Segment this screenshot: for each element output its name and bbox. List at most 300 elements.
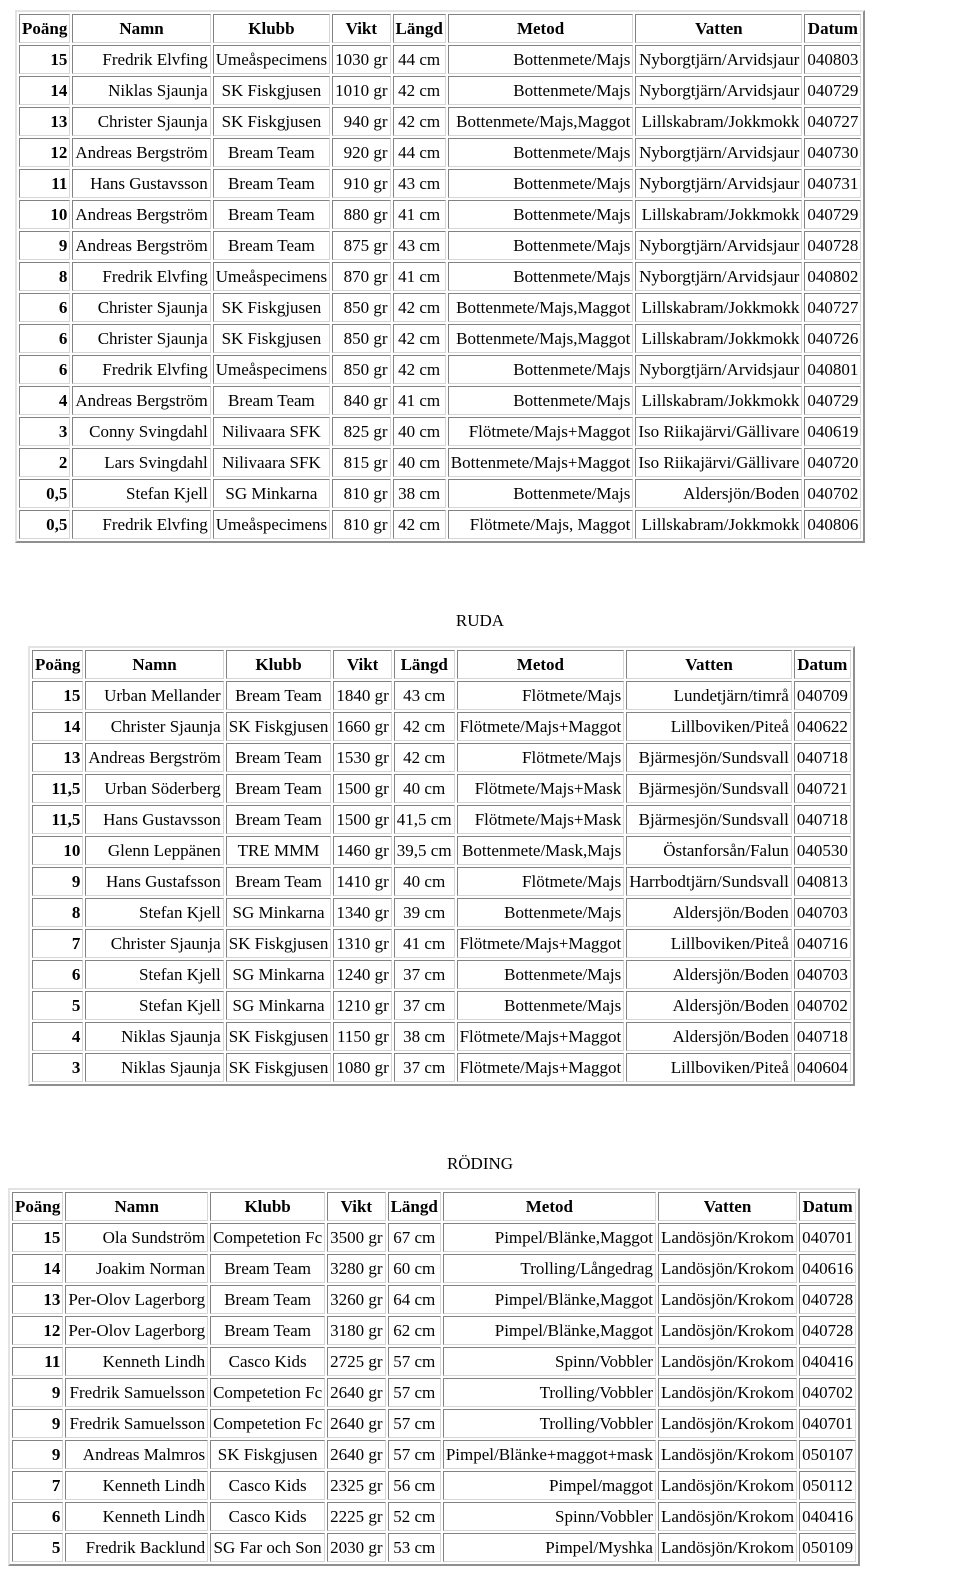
cell-club: Umeåspecimens [213,262,330,291]
cell-length: 42 cm [393,107,446,136]
col-header-points: Poäng [12,1192,63,1221]
results-table-ruda-wrap [28,646,855,1086]
cell-weight: 910 gr [332,169,390,198]
cell-name: Hans Gustafsson [85,867,223,896]
cell-length: 38 cm [393,479,446,508]
cell-water: Lillboviken/Piteå [626,712,792,741]
table-row [32,743,851,772]
cell-length: 53 cm [388,1533,441,1562]
cell-length: 56 cm [388,1471,441,1500]
cell-water: Aldersjön/Boden [635,479,802,508]
cell-water: Lillskabram/Jokkmokk [635,200,802,229]
cell-points: 4 [32,1022,83,1051]
cell-length: 40 cm [393,448,446,477]
col-header-club: Klubb [210,1192,325,1221]
cell-water: Landösjön/Krokom [658,1254,797,1283]
cell-water: Nyborgtjärn/Arvidsjaur [635,138,802,167]
cell-club: Bream Team [210,1285,325,1314]
cell-date: 040813 [794,867,851,896]
cell-weight: 1080 gr [333,1053,391,1082]
cell-weight: 850 gr [332,324,390,353]
cell-water: Aldersjön/Boden [626,898,792,927]
cell-club: SK Fiskgjusen [213,324,330,353]
cell-date: 040622 [794,712,851,741]
cell-weight: 2640 gr [327,1409,385,1438]
cell-length: 37 cm [394,960,455,989]
cell-points: 3 [32,1053,83,1082]
cell-method: Bottenmete/Majs [448,231,634,260]
cell-club: Competetion Fc [210,1223,325,1252]
cell-name: Niklas Sjaunja [85,1053,223,1082]
cell-length: 44 cm [393,45,446,74]
cell-length: 40 cm [394,774,455,803]
cell-length: 60 cm [388,1254,441,1283]
cell-date: 040619 [804,417,861,446]
cell-club: Umeåspecimens [213,355,330,384]
cell-points: 9 [12,1440,63,1469]
cell-weight: 850 gr [332,355,390,384]
results-table-ruda [28,646,855,1086]
cell-name: Fredrik Samuelsson [65,1409,208,1438]
cell-water: Landösjön/Krokom [658,1316,797,1345]
cell-name: Conny Svingdahl [72,417,210,446]
cell-points: 6 [19,293,70,322]
cell-length: 40 cm [394,867,455,896]
cell-water: Landösjön/Krokom [658,1223,797,1252]
cell-weight: 3260 gr [327,1285,385,1314]
cell-club: Nilivaara SFK [213,417,330,446]
cell-club: Bream Team [213,138,330,167]
cell-date: 050109 [799,1533,856,1562]
cell-name: Kenneth Lindh [65,1347,208,1376]
col-header-length: Längd [388,1192,441,1221]
cell-club: Bream Team [226,774,332,803]
cell-length: 43 cm [393,169,446,198]
cell-name: Fredrik Backlund [65,1533,208,1562]
table-row [12,1223,856,1252]
cell-name: Niklas Sjaunja [85,1022,223,1051]
cell-water: Landösjön/Krokom [658,1502,797,1531]
cell-points: 0,5 [19,479,70,508]
cell-method: Bottenmete/Majs [448,169,634,198]
cell-points: 0,5 [19,510,70,539]
col-header-method: Metod [448,14,634,43]
cell-water: Aldersjön/Boden [626,1022,792,1051]
col-header-club: Klubb [226,650,332,679]
cell-water: Lillskabram/Jokkmokk [635,510,802,539]
cell-water: Landösjön/Krokom [658,1471,797,1500]
cell-name: Andreas Bergström [72,138,210,167]
cell-club: SK Fiskgjusen [226,1053,332,1082]
cell-method: Trolling/Vobbler [443,1378,656,1407]
cell-date: 040703 [794,898,851,927]
cell-method: Pimpel/Myshka [443,1533,656,1562]
cell-method: Bottenmete/Majs [448,138,634,167]
cell-date: 040728 [804,231,861,260]
table-row [19,355,861,384]
cell-name: Stefan Kjell [85,898,223,927]
table-row [32,681,851,710]
cell-date: 040604 [794,1053,851,1082]
col-header-method: Metod [443,1192,656,1221]
cell-points: 11 [19,169,70,198]
cell-method: Pimpel/Blänke+maggot+mask [443,1440,656,1469]
cell-water: Bjärmesjön/Sundsvall [626,743,792,772]
cell-club: Bream Team [213,169,330,198]
cell-points: 8 [19,262,70,291]
table-row [12,1285,856,1314]
cell-water: Landösjön/Krokom [658,1378,797,1407]
cell-date: 040729 [804,76,861,105]
col-header-name: Namn [85,650,223,679]
col-header-water: Vatten [635,14,802,43]
cell-name: Glenn Leppänen [85,836,223,865]
cell-method: Flötmete/Majs+Mask [457,774,625,803]
cell-water: Aldersjön/Boden [626,960,792,989]
cell-method: Trolling/Långedrag [443,1254,656,1283]
cell-points: 10 [19,200,70,229]
header-row [12,1192,856,1221]
cell-method: Flötmete/Majs+Maggot [457,929,625,958]
table-row [12,1440,856,1469]
cell-club: Bream Team [226,867,332,896]
table-row [12,1254,856,1283]
table-row [19,45,861,74]
cell-weight: 2225 gr [327,1502,385,1531]
cell-points: 14 [32,712,83,741]
cell-weight: 920 gr [332,138,390,167]
cell-weight: 1500 gr [333,774,391,803]
cell-weight: 815 gr [332,448,390,477]
cell-points: 9 [19,231,70,260]
cell-method: Pimpel/Blänke,Maggot [443,1316,656,1345]
cell-club: SG Minkarna [226,898,332,927]
cell-date: 040727 [804,293,861,322]
cell-club: SK Fiskgjusen [210,1440,325,1469]
cell-date: 040718 [794,805,851,834]
cell-length: 41,5 cm [394,805,455,834]
cell-method: Flötmete/Majs+Maggot [457,1022,625,1051]
table-row [12,1316,856,1345]
cell-date: 040729 [804,386,861,415]
cell-method: Flötmete/Majs+Maggot [457,712,625,741]
col-header-method: Metod [457,650,625,679]
cell-date: 040802 [804,262,861,291]
cell-weight: 1460 gr [333,836,391,865]
cell-date: 040702 [804,479,861,508]
cell-points: 11 [12,1347,63,1376]
cell-club: Casco Kids [210,1502,325,1531]
cell-name: Christer Sjaunja [85,929,223,958]
cell-club: Competetion Fc [210,1378,325,1407]
cell-method: Bottenmete/Majs [457,898,625,927]
cell-club: Umeåspecimens [213,45,330,74]
cell-weight: 2640 gr [327,1440,385,1469]
table-row [12,1347,856,1376]
cell-weight: 875 gr [332,231,390,260]
cell-weight: 1240 gr [333,960,391,989]
cell-date: 040721 [794,774,851,803]
cell-date: 040730 [804,138,861,167]
table-row [32,774,851,803]
cell-method: Bottenmete/Majs [448,45,634,74]
cell-name: Ola Sundström [65,1223,208,1252]
col-header-club: Klubb [213,14,330,43]
cell-points: 9 [12,1409,63,1438]
cell-water: Lillskabram/Jokkmokk [635,386,802,415]
cell-water: Iso Riikajärvi/Gällivare [635,417,802,446]
cell-date: 050112 [799,1471,856,1500]
cell-length: 52 cm [388,1502,441,1531]
cell-club: SK Fiskgjusen [213,107,330,136]
cell-club: Bream Team [213,386,330,415]
cell-method: Bottenmete/Majs,Maggot [448,324,634,353]
cell-name: Hans Gustavsson [85,805,223,834]
cell-points: 13 [32,743,83,772]
cell-weight: 940 gr [332,107,390,136]
cell-club: Bream Team [226,805,332,834]
cell-name: Fredrik Elvfing [72,355,210,384]
cell-points: 6 [32,960,83,989]
cell-points: 15 [12,1223,63,1252]
table-row [19,417,861,446]
cell-name: Stefan Kjell [85,991,223,1020]
cell-name: Stefan Kjell [72,479,210,508]
cell-date: 040729 [804,200,861,229]
cell-club: SK Fiskgjusen [226,929,332,958]
cell-method: Pimpel/Blänke,Maggot [443,1223,656,1252]
cell-date: 040718 [794,1022,851,1051]
cell-club: SG Minkarna [226,991,332,1020]
table-row [32,712,851,741]
cell-date: 040720 [804,448,861,477]
cell-weight: 1500 gr [333,805,391,834]
cell-weight: 1310 gr [333,929,391,958]
cell-points: 2 [19,448,70,477]
cell-water: Lillboviken/Piteå [626,929,792,958]
cell-method: Spinn/Vobbler [443,1347,656,1376]
cell-date: 040701 [799,1223,856,1252]
cell-name: Kenneth Lindh [65,1502,208,1531]
cell-name: Urban Mellander [85,681,223,710]
col-header-weight: Vikt [333,650,391,679]
cell-date: 040703 [794,960,851,989]
table-row [32,898,851,927]
cell-weight: 1010 gr [332,76,390,105]
table-row [19,293,861,322]
cell-points: 12 [19,138,70,167]
cell-weight: 840 gr [332,386,390,415]
col-header-name: Namn [72,14,210,43]
cell-length: 38 cm [394,1022,455,1051]
table-row [19,200,861,229]
col-header-length: Längd [393,14,446,43]
cell-method: Bottenmete/Majs [448,262,634,291]
cell-water: Lillskabram/Jokkmokk [635,107,802,136]
cell-water: Nyborgtjärn/Arvidsjaur [635,231,802,260]
cell-method: Bottenmete/Majs+Maggot [448,448,634,477]
cell-name: Andreas Bergström [72,386,210,415]
cell-club: Bream Team [210,1316,325,1345]
cell-weight: 1660 gr [333,712,391,741]
cell-name: Fredrik Elvfing [72,510,210,539]
cell-name: Andreas Bergström [72,200,210,229]
table-row [12,1378,856,1407]
cell-name: Christer Sjaunja [72,107,210,136]
cell-method: Trolling/Vobbler [443,1409,656,1438]
cell-date: 040701 [799,1409,856,1438]
cell-points: 12 [12,1316,63,1345]
cell-method: Flötmete/Majs [457,743,625,772]
cell-weight: 1340 gr [333,898,391,927]
cell-date: 040616 [799,1254,856,1283]
col-header-water: Vatten [658,1192,797,1221]
col-header-points: Poäng [19,14,70,43]
cell-water: Nyborgtjärn/Arvidsjaur [635,262,802,291]
section-title-roding: RÖDING [446,1154,514,1173]
cell-date: 040702 [799,1378,856,1407]
table-row [12,1502,856,1531]
cell-weight: 880 gr [332,200,390,229]
cell-club: Nilivaara SFK [213,448,330,477]
cell-date: 040731 [804,169,861,198]
cell-club: TRE MMM [226,836,332,865]
cell-water: Lundetjärn/timrå [626,681,792,710]
cell-length: 42 cm [394,712,455,741]
col-header-date: Datum [804,14,861,43]
cell-method: Pimpel/maggot [443,1471,656,1500]
cell-method: Bottenmete/Majs,Maggot [448,293,634,322]
cell-club: Bream Team [213,231,330,260]
cell-water: Nyborgtjärn/Arvidsjaur [635,76,802,105]
results-table-1 [15,10,865,543]
cell-weight: 1530 gr [333,743,391,772]
cell-method: Flötmete/Majs, Maggot [448,510,634,539]
cell-weight: 3500 gr [327,1223,385,1252]
cell-date: 040716 [794,929,851,958]
cell-weight: 1840 gr [333,681,391,710]
cell-method: Bottenmete/Majs [457,991,625,1020]
cell-name: Stefan Kjell [85,960,223,989]
cell-points: 3 [19,417,70,446]
cell-points: 5 [12,1533,63,1562]
cell-length: 44 cm [393,138,446,167]
cell-weight: 2325 gr [327,1471,385,1500]
cell-water: Lillskabram/Jokkmokk [635,293,802,322]
cell-points: 8 [32,898,83,927]
cell-method: Bottenmete/Majs [448,386,634,415]
cell-water: Bjärmesjön/Sundsvall [626,805,792,834]
cell-club: Competetion Fc [210,1409,325,1438]
cell-water: Nyborgtjärn/Arvidsjaur [635,45,802,74]
cell-method: Flötmete/Majs+Maggot [457,1053,625,1082]
table-row [19,479,861,508]
cell-length: 42 cm [393,76,446,105]
cell-club: Bream Team [226,743,332,772]
cell-weight: 850 gr [332,293,390,322]
cell-name: Kenneth Lindh [65,1471,208,1500]
table-row [32,929,851,958]
cell-points: 6 [12,1502,63,1531]
table-row [19,138,861,167]
table-row [32,805,851,834]
cell-water: Landösjön/Krokom [658,1347,797,1376]
cell-weight: 810 gr [332,479,390,508]
cell-length: 37 cm [394,1053,455,1082]
cell-name: Fredrik Elvfing [72,262,210,291]
table-row [19,169,861,198]
cell-points: 6 [19,324,70,353]
cell-name: Per-Olov Lagerborg [65,1285,208,1314]
cell-water: Lillboviken/Piteå [626,1053,792,1082]
cell-water: Iso Riikajärvi/Gällivare [635,448,802,477]
header-row [19,14,861,43]
cell-points: 10 [32,836,83,865]
cell-weight: 1410 gr [333,867,391,896]
cell-water: Landösjön/Krokom [658,1533,797,1562]
cell-weight: 825 gr [332,417,390,446]
cell-method: Bottenmete/Majs [448,479,634,508]
results-table-1-wrap [15,10,865,543]
cell-length: 42 cm [393,355,446,384]
cell-points: 14 [19,76,70,105]
cell-water: Nyborgtjärn/Arvidsjaur [635,169,802,198]
table-row [32,991,851,1020]
table-row [32,1053,851,1082]
cell-length: 41 cm [393,200,446,229]
cell-club: Bream Team [226,681,332,710]
cell-date: 040718 [794,743,851,772]
cell-points: 13 [12,1285,63,1314]
cell-weight: 3180 gr [327,1316,385,1345]
table-row [19,510,861,539]
cell-method: Bottenmete/Majs,Maggot [448,107,634,136]
cell-name: Fredrik Elvfing [72,45,210,74]
table-row [32,836,851,865]
cell-method: Flötmete/Majs [457,681,625,710]
cell-weight: 1030 gr [332,45,390,74]
cell-name: Andreas Malmros [65,1440,208,1469]
cell-water: Bjärmesjön/Sundsvall [626,774,792,803]
cell-name: Niklas Sjaunja [72,76,210,105]
cell-name: Per-Olov Lagerborg [65,1316,208,1345]
cell-length: 41 cm [394,929,455,958]
cell-water: Landösjön/Krokom [658,1409,797,1438]
header-row [32,650,851,679]
cell-date: 040806 [804,510,861,539]
cell-weight: 1210 gr [333,991,391,1020]
col-header-water: Vatten [626,650,792,679]
cell-name: Christer Sjaunja [72,293,210,322]
cell-length: 64 cm [388,1285,441,1314]
cell-date: 050107 [799,1440,856,1469]
cell-method: Bottenmete/Majs [457,960,625,989]
cell-method: Bottenmete/Mask,Majs [457,836,625,865]
cell-length: 42 cm [393,510,446,539]
cell-points: 11,5 [32,774,83,803]
cell-method: Pimpel/Blänke,Maggot [443,1285,656,1314]
cell-points: 9 [12,1378,63,1407]
cell-points: 7 [32,929,83,958]
table-row [32,960,851,989]
cell-weight: 2640 gr [327,1378,385,1407]
cell-name: Andreas Bergström [85,743,223,772]
cell-points: 7 [12,1471,63,1500]
cell-club: SG Minkarna [226,960,332,989]
cell-points: 5 [32,991,83,1020]
cell-length: 39 cm [394,898,455,927]
col-header-date: Datum [799,1192,856,1221]
